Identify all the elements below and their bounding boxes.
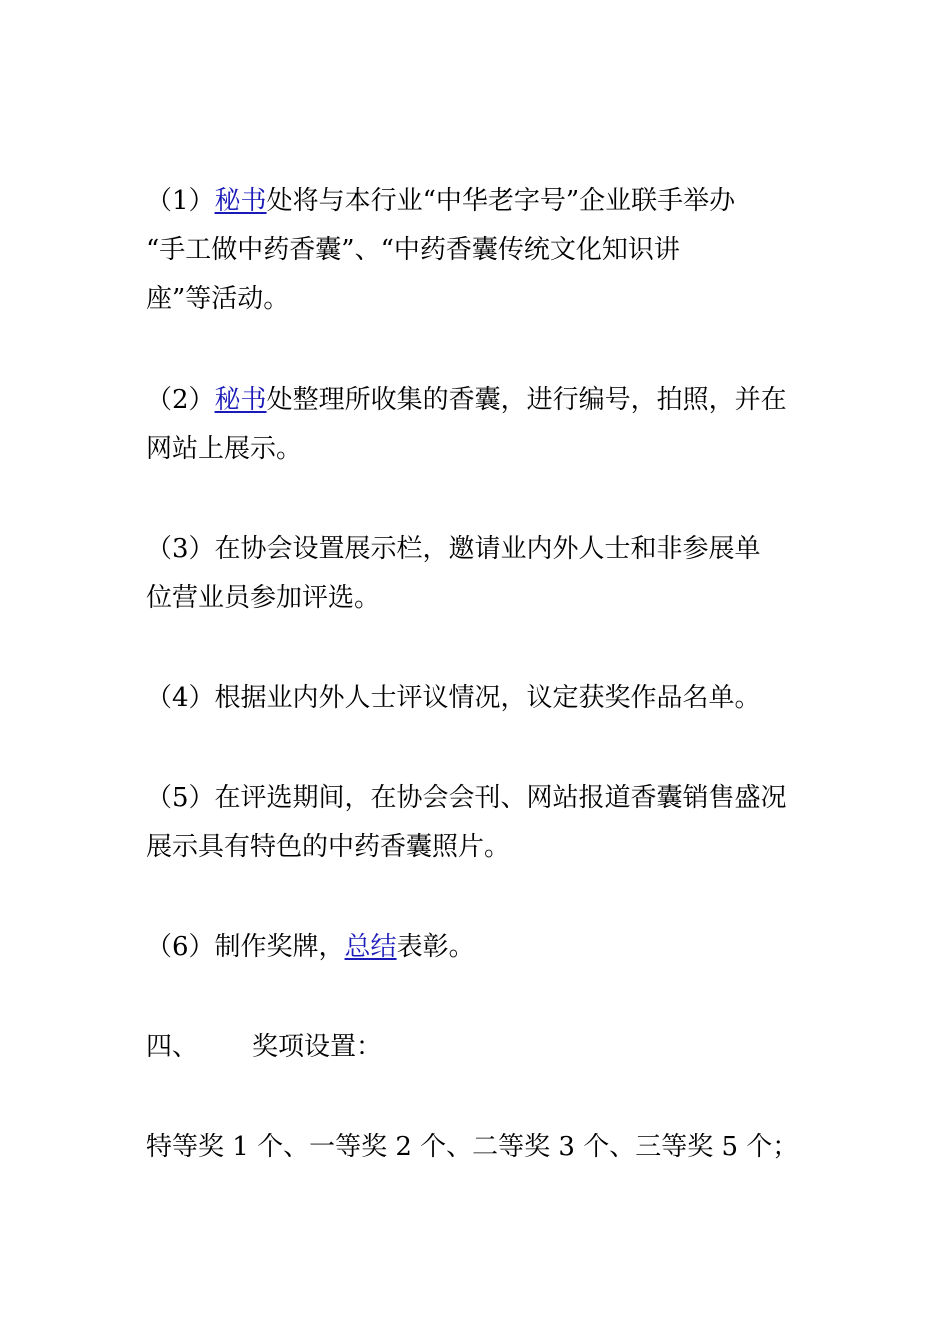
secretariat-link-1[interactable]: 秘书: [214, 186, 267, 216]
paragraph-5-line-1: （5）在评选期间，在协会会刊、网站报道香囊销售盛况: [146, 783, 787, 813]
section-heading: [146, 1023, 816, 1072]
paragraph-5-line-2: 展示具有特色的中药香囊照片。: [146, 832, 511, 862]
awards-paragraph: [146, 1123, 816, 1172]
paragraph-5: [146, 774, 816, 872]
summary-link[interactable]: 总结: [344, 932, 397, 962]
paragraph-2: [146, 376, 816, 474]
paragraph-2-line-2: 网站上展示。: [146, 434, 303, 464]
section-title: 奖项设置：: [252, 1032, 383, 1062]
paragraph-1-line-3: 座”等活动。: [146, 284, 290, 314]
paragraph-6-prefix: （6）制作奖牌，: [146, 932, 345, 962]
paragraph-1: [146, 177, 816, 324]
paragraph-3: [146, 525, 816, 623]
paragraph-1-prefix: （1）: [146, 186, 215, 216]
section-heading-line: [146, 1023, 816, 1072]
section-number: 四、: [146, 1032, 199, 1062]
paragraph-3-line-2: 位营业员参加评选。: [146, 583, 381, 613]
secretariat-link-2[interactable]: 秘书: [214, 385, 267, 415]
paragraph-6: [146, 923, 816, 972]
paragraph-1-line-1-rest: 处将与本行业“中华老字号”企业联手举办: [266, 186, 736, 216]
paragraph-1-line-2: “手工做中药香囊”、“中药香囊传统文化知识讲: [146, 235, 680, 265]
paragraph-4: [146, 674, 816, 723]
paragraph-3-line-1: （3）在协会设置展示栏，邀请业内外人士和非参展单: [146, 534, 761, 564]
paragraph-2-line-1: [146, 376, 816, 425]
paragraph-6-suffix: 表彰。: [396, 932, 475, 962]
paragraph-4-line-1: （4）根据业内外人士评议情况，议定获奖作品名单。: [146, 683, 761, 713]
paragraph-2-prefix: （2）: [146, 385, 215, 415]
paragraph-6-line-1: [146, 923, 816, 972]
paragraph-2-line-1-rest: 处整理所收集的香囊，进行编号，拍照，并在: [266, 385, 787, 415]
paragraph-1-line-1: [146, 177, 816, 226]
awards-line-1: 特等奖 1 个、一等奖 2 个、二等奖 3 个、三等奖 5 个；: [146, 1132, 799, 1162]
